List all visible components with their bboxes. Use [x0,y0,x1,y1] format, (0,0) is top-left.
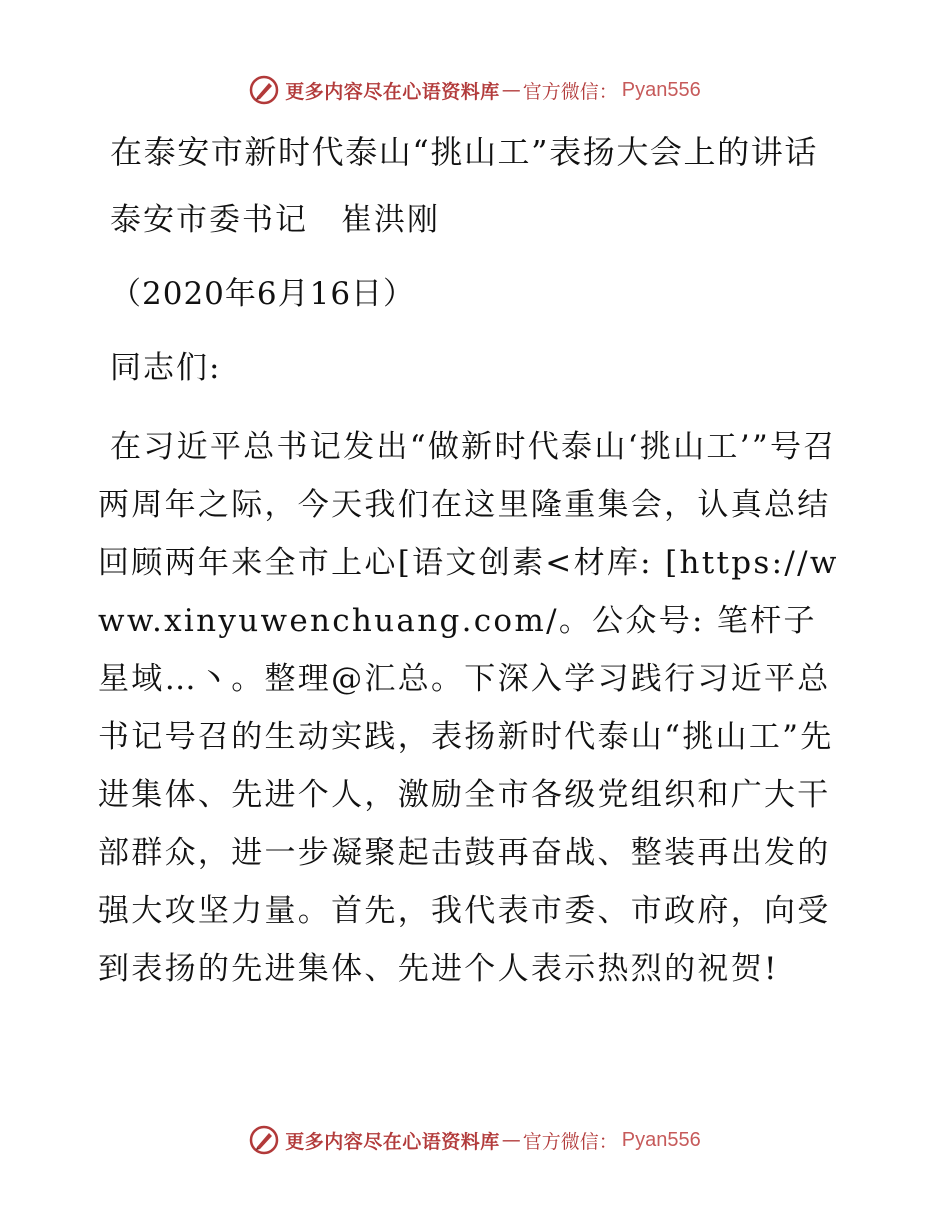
document-body [98,122,850,998]
banner-wechat-id: Pyan556 [621,78,701,101]
document-date: （2020年6月16日） [110,276,416,312]
pen-logo-icon [249,75,279,105]
document-author: 泰安市委书记 崔洪刚 [110,202,440,238]
document-greeting: 同志们: [110,350,222,386]
banner-wechat-id: Pyan556 [621,1128,701,1151]
pen-logo-icon [249,1125,279,1155]
banner-separator: — [501,1129,521,1151]
banner-text: 更多内容尽在心语资料库 [285,1130,500,1153]
banner-separator: — [501,79,521,101]
banner-wechat-label: 官方微信： [522,80,618,103]
banner-wechat-label: 官方微信： [522,1130,618,1153]
banner-text: 更多内容尽在心语资料库 [285,80,500,103]
header-banner [0,70,950,110]
document-title: 在泰安市新时代泰山“挑山工”表扬大会上的讲话 [110,133,818,171]
document-paragraph: 在习近平总书记发出“做新时代泰山‘挑山工’”号召两周年之际，今天我们在这里隆重集会，认真总结回顾两年来全市上心[语文创素<材库: [https://www.xinyuwenchuang.com/。公众号: 笔杆子星域…丶。整理@汇总。下深入学习践行习近平总书记号召的生动实践，表扬新时代泰山“挑山工”先进集体、先进个人，激励全市各级党组织和广大干部群众，进一步凝聚起击鼓再奋战、整装再出发的强大攻坚力量。首先，我代表市委、市政府，向受到表扬的先进集体、先进个人表示热烈的祝贺! [98,429,839,987]
footer-banner [0,1120,950,1160]
